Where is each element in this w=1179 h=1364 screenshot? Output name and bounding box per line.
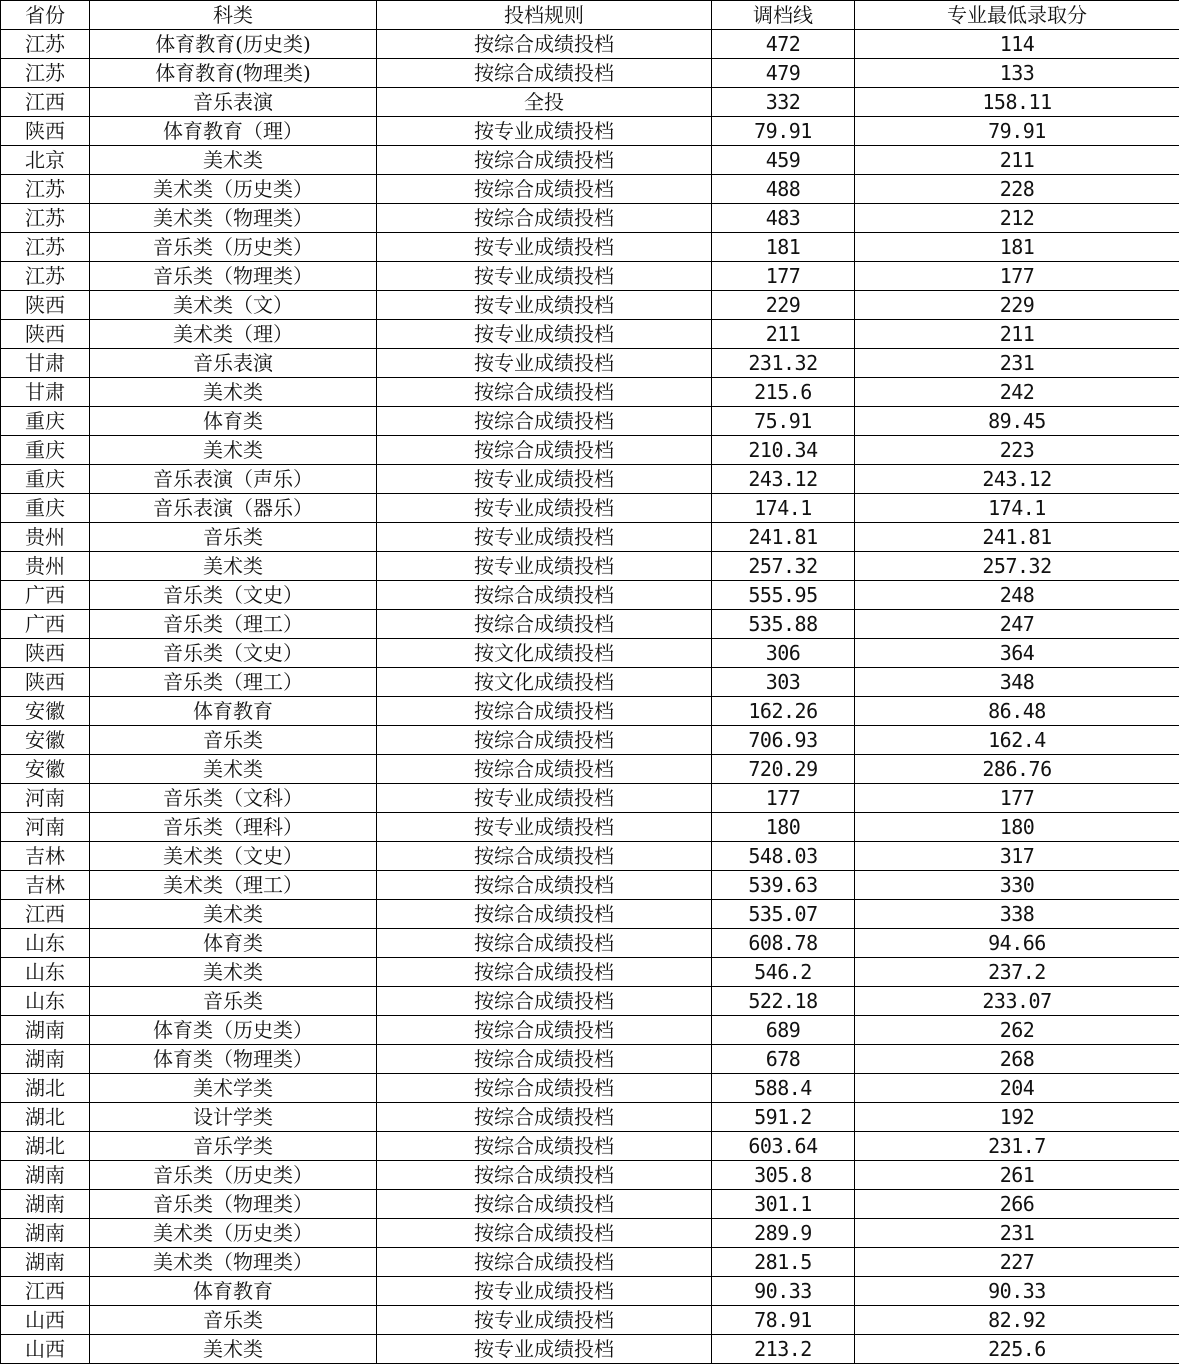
table-row xyxy=(1,900,1179,929)
cell-province: 湖南 xyxy=(1,1219,90,1248)
cell-min-score: 286.76 xyxy=(855,755,1179,784)
table-row xyxy=(1,1132,1179,1161)
cell-cutoff-line: 181 xyxy=(712,233,855,262)
header-min-score: 专业最低录取分 xyxy=(855,1,1179,30)
cell-category: 音乐类 xyxy=(90,726,377,755)
table-row xyxy=(1,1074,1179,1103)
cell-category: 美术类 xyxy=(90,378,377,407)
cell-rule: 按专业成绩投档 xyxy=(377,320,712,349)
cell-province: 湖南 xyxy=(1,1016,90,1045)
cell-province: 山西 xyxy=(1,1306,90,1335)
cell-province: 吉林 xyxy=(1,842,90,871)
cell-province: 湖北 xyxy=(1,1103,90,1132)
table-row xyxy=(1,320,1179,349)
cell-category: 音乐类（物理类） xyxy=(90,262,377,291)
cell-cutoff-line: 689 xyxy=(712,1016,855,1045)
cell-cutoff-line: 75.91 xyxy=(712,407,855,436)
cell-rule: 按专业成绩投档 xyxy=(377,523,712,552)
table-row xyxy=(1,291,1179,320)
cell-province: 湖南 xyxy=(1,1161,90,1190)
table-row xyxy=(1,407,1179,436)
cell-rule: 按专业成绩投档 xyxy=(377,1306,712,1335)
cell-rule: 按综合成绩投档 xyxy=(377,987,712,1016)
cell-category: 美术类 xyxy=(90,900,377,929)
table-row xyxy=(1,233,1179,262)
cell-cutoff-line: 548.03 xyxy=(712,842,855,871)
cell-category: 体育类 xyxy=(90,929,377,958)
cell-cutoff-line: 305.8 xyxy=(712,1161,855,1190)
cell-min-score: 90.33 xyxy=(855,1277,1179,1306)
cell-category: 音乐类 xyxy=(90,987,377,1016)
cell-province: 广西 xyxy=(1,581,90,610)
cell-cutoff-line: 257.32 xyxy=(712,552,855,581)
cell-province: 江苏 xyxy=(1,262,90,291)
cell-cutoff-line: 459 xyxy=(712,146,855,175)
table-row xyxy=(1,726,1179,755)
cell-min-score: 242 xyxy=(855,378,1179,407)
cell-cutoff-line: 213.2 xyxy=(712,1335,855,1364)
cell-min-score: 86.48 xyxy=(855,697,1179,726)
cell-cutoff-line: 332 xyxy=(712,88,855,117)
cell-province: 甘肃 xyxy=(1,378,90,407)
cell-min-score: 211 xyxy=(855,146,1179,175)
cell-cutoff-line: 243.12 xyxy=(712,465,855,494)
cell-province: 江苏 xyxy=(1,59,90,88)
cell-rule: 按专业成绩投档 xyxy=(377,813,712,842)
cell-category: 美术类（物理类） xyxy=(90,1248,377,1277)
table-row xyxy=(1,30,1179,59)
cell-province: 河南 xyxy=(1,813,90,842)
cell-category: 音乐类（文史） xyxy=(90,639,377,668)
cell-category: 音乐类（历史类） xyxy=(90,233,377,262)
table-row xyxy=(1,552,1179,581)
cell-rule: 按综合成绩投档 xyxy=(377,1045,712,1074)
table-row xyxy=(1,436,1179,465)
cell-province: 湖北 xyxy=(1,1132,90,1161)
cell-category: 美术类（文史） xyxy=(90,842,377,871)
cell-rule: 按专业成绩投档 xyxy=(377,784,712,813)
cell-cutoff-line: 303 xyxy=(712,668,855,697)
cell-cutoff-line: 79.91 xyxy=(712,117,855,146)
cell-category: 音乐表演（声乐） xyxy=(90,465,377,494)
cell-min-score: 212 xyxy=(855,204,1179,233)
cell-rule: 按综合成绩投档 xyxy=(377,1103,712,1132)
cell-min-score: 229 xyxy=(855,291,1179,320)
header-rule: 投档规则 xyxy=(377,1,712,30)
cell-province: 江西 xyxy=(1,88,90,117)
table-row xyxy=(1,1190,1179,1219)
cell-min-score: 268 xyxy=(855,1045,1179,1074)
cell-rule: 按综合成绩投档 xyxy=(377,929,712,958)
cell-min-score: 266 xyxy=(855,1190,1179,1219)
cell-province: 湖南 xyxy=(1,1045,90,1074)
cell-min-score: 248 xyxy=(855,581,1179,610)
table-row xyxy=(1,929,1179,958)
cell-min-score: 177 xyxy=(855,262,1179,291)
cell-rule: 按专业成绩投档 xyxy=(377,552,712,581)
header-row xyxy=(1,1,1179,30)
cell-rule: 按专业成绩投档 xyxy=(377,291,712,320)
table-body xyxy=(1,30,1179,1364)
cell-province: 陕西 xyxy=(1,117,90,146)
cell-category: 美术类（历史类） xyxy=(90,1219,377,1248)
cell-category: 音乐类（文科） xyxy=(90,784,377,813)
cell-cutoff-line: 522.18 xyxy=(712,987,855,1016)
cell-rule: 按专业成绩投档 xyxy=(377,117,712,146)
cell-cutoff-line: 180 xyxy=(712,813,855,842)
cell-cutoff-line: 706.93 xyxy=(712,726,855,755)
cell-category: 体育类（物理类） xyxy=(90,1045,377,1074)
cell-category: 体育类（历史类） xyxy=(90,1016,377,1045)
cell-min-score: 79.91 xyxy=(855,117,1179,146)
table-row xyxy=(1,871,1179,900)
cell-province: 重庆 xyxy=(1,407,90,436)
table-row xyxy=(1,1161,1179,1190)
cell-rule: 按综合成绩投档 xyxy=(377,1219,712,1248)
cell-cutoff-line: 215.6 xyxy=(712,378,855,407)
cell-province: 山东 xyxy=(1,958,90,987)
cell-province: 陕西 xyxy=(1,668,90,697)
cell-min-score: 317 xyxy=(855,842,1179,871)
cell-min-score: 158.11 xyxy=(855,88,1179,117)
cell-min-score: 231.7 xyxy=(855,1132,1179,1161)
cell-category: 音乐类 xyxy=(90,523,377,552)
cell-cutoff-line: 306 xyxy=(712,639,855,668)
cell-rule: 按综合成绩投档 xyxy=(377,610,712,639)
cell-rule: 按专业成绩投档 xyxy=(377,349,712,378)
table-row xyxy=(1,175,1179,204)
cell-province: 贵州 xyxy=(1,552,90,581)
cell-category: 美术学类 xyxy=(90,1074,377,1103)
cell-category: 美术类 xyxy=(90,1335,377,1364)
cell-category: 美术类 xyxy=(90,755,377,784)
table-row xyxy=(1,1103,1179,1132)
cell-province: 重庆 xyxy=(1,465,90,494)
cell-cutoff-line: 472 xyxy=(712,30,855,59)
cell-cutoff-line: 241.81 xyxy=(712,523,855,552)
cell-min-score: 211 xyxy=(855,320,1179,349)
cell-min-score: 241.81 xyxy=(855,523,1179,552)
cell-province: 重庆 xyxy=(1,436,90,465)
cell-cutoff-line: 174.1 xyxy=(712,494,855,523)
cell-province: 江西 xyxy=(1,900,90,929)
table-row xyxy=(1,639,1179,668)
cell-province: 江西 xyxy=(1,1277,90,1306)
cell-province: 山东 xyxy=(1,929,90,958)
table-row xyxy=(1,697,1179,726)
cell-cutoff-line: 281.5 xyxy=(712,1248,855,1277)
cell-province: 江苏 xyxy=(1,30,90,59)
table-row xyxy=(1,668,1179,697)
table-row xyxy=(1,581,1179,610)
cell-category: 音乐类（理工） xyxy=(90,668,377,697)
cell-province: 陕西 xyxy=(1,291,90,320)
cell-province: 陕西 xyxy=(1,320,90,349)
cell-min-score: 330 xyxy=(855,871,1179,900)
cell-min-score: 261 xyxy=(855,1161,1179,1190)
cell-cutoff-line: 539.63 xyxy=(712,871,855,900)
cell-category: 体育教育 xyxy=(90,697,377,726)
cell-cutoff-line: 301.1 xyxy=(712,1190,855,1219)
cell-cutoff-line: 483 xyxy=(712,204,855,233)
table-row xyxy=(1,755,1179,784)
cell-rule: 按专业成绩投档 xyxy=(377,1277,712,1306)
cell-min-score: 243.12 xyxy=(855,465,1179,494)
table-row xyxy=(1,958,1179,987)
cell-rule: 按综合成绩投档 xyxy=(377,958,712,987)
cell-min-score: 247 xyxy=(855,610,1179,639)
cell-cutoff-line: 177 xyxy=(712,262,855,291)
table-row xyxy=(1,88,1179,117)
cell-rule: 按综合成绩投档 xyxy=(377,900,712,929)
cell-cutoff-line: 588.4 xyxy=(712,1074,855,1103)
table-row xyxy=(1,378,1179,407)
cell-province: 甘肃 xyxy=(1,349,90,378)
table-row xyxy=(1,262,1179,291)
cell-category: 体育教育 xyxy=(90,1277,377,1306)
cell-min-score: 231 xyxy=(855,349,1179,378)
cell-category: 体育教育(物理类) xyxy=(90,59,377,88)
cell-rule: 按综合成绩投档 xyxy=(377,1248,712,1277)
cell-province: 贵州 xyxy=(1,523,90,552)
cell-province: 河南 xyxy=(1,784,90,813)
cell-rule: 按专业成绩投档 xyxy=(377,465,712,494)
cell-category: 音乐表演（器乐） xyxy=(90,494,377,523)
cell-cutoff-line: 162.26 xyxy=(712,697,855,726)
cell-province: 江苏 xyxy=(1,175,90,204)
cell-category: 音乐类（文史） xyxy=(90,581,377,610)
cell-cutoff-line: 608.78 xyxy=(712,929,855,958)
cell-rule: 按综合成绩投档 xyxy=(377,378,712,407)
cell-rule: 按专业成绩投档 xyxy=(377,1335,712,1364)
cell-cutoff-line: 678 xyxy=(712,1045,855,1074)
cell-category: 美术类（物理类） xyxy=(90,204,377,233)
cell-province: 湖南 xyxy=(1,1190,90,1219)
cell-min-score: 338 xyxy=(855,900,1179,929)
cell-min-score: 262 xyxy=(855,1016,1179,1045)
cell-rule: 按专业成绩投档 xyxy=(377,233,712,262)
cell-cutoff-line: 177 xyxy=(712,784,855,813)
cell-category: 体育教育(历史类) xyxy=(90,30,377,59)
cell-min-score: 82.92 xyxy=(855,1306,1179,1335)
cell-cutoff-line: 488 xyxy=(712,175,855,204)
cell-cutoff-line: 231.32 xyxy=(712,349,855,378)
cell-category: 音乐类（理工） xyxy=(90,610,377,639)
cell-province: 安徽 xyxy=(1,755,90,784)
cell-province: 江苏 xyxy=(1,233,90,262)
cell-category: 美术类（文） xyxy=(90,291,377,320)
cell-min-score: 133 xyxy=(855,59,1179,88)
cell-min-score: 233.07 xyxy=(855,987,1179,1016)
cell-rule: 按综合成绩投档 xyxy=(377,1132,712,1161)
cell-province: 山西 xyxy=(1,1335,90,1364)
cell-cutoff-line: 90.33 xyxy=(712,1277,855,1306)
cell-min-score: 223 xyxy=(855,436,1179,465)
table-row xyxy=(1,117,1179,146)
cell-cutoff-line: 546.2 xyxy=(712,958,855,987)
table-row xyxy=(1,987,1179,1016)
cell-category: 美术类（历史类） xyxy=(90,175,377,204)
cell-min-score: 228 xyxy=(855,175,1179,204)
cell-rule: 按综合成绩投档 xyxy=(377,871,712,900)
table-row xyxy=(1,610,1179,639)
table-row xyxy=(1,523,1179,552)
cell-category: 体育类 xyxy=(90,407,377,436)
table-row xyxy=(1,813,1179,842)
cell-province: 江苏 xyxy=(1,204,90,233)
cell-min-score: 114 xyxy=(855,30,1179,59)
table-row xyxy=(1,1277,1179,1306)
cell-min-score: 237.2 xyxy=(855,958,1179,987)
cell-rule: 按文化成绩投档 xyxy=(377,668,712,697)
table-row xyxy=(1,1045,1179,1074)
cell-rule: 按综合成绩投档 xyxy=(377,146,712,175)
cell-province: 北京 xyxy=(1,146,90,175)
cell-rule: 按综合成绩投档 xyxy=(377,59,712,88)
cell-rule: 按综合成绩投档 xyxy=(377,1161,712,1190)
table-row xyxy=(1,349,1179,378)
cell-rule: 按综合成绩投档 xyxy=(377,1016,712,1045)
cell-min-score: 227 xyxy=(855,1248,1179,1277)
cell-cutoff-line: 535.07 xyxy=(712,900,855,929)
cell-min-score: 181 xyxy=(855,233,1179,262)
cell-rule: 按综合成绩投档 xyxy=(377,581,712,610)
cell-rule: 按综合成绩投档 xyxy=(377,842,712,871)
cell-category: 美术类 xyxy=(90,552,377,581)
cell-cutoff-line: 555.95 xyxy=(712,581,855,610)
cell-category: 音乐类（物理类） xyxy=(90,1190,377,1219)
table-row xyxy=(1,1219,1179,1248)
cell-min-score: 225.6 xyxy=(855,1335,1179,1364)
cell-province: 湖北 xyxy=(1,1074,90,1103)
cell-min-score: 162.4 xyxy=(855,726,1179,755)
cell-province: 陕西 xyxy=(1,639,90,668)
cell-category: 美术类（理） xyxy=(90,320,377,349)
cell-category: 音乐类（历史类） xyxy=(90,1161,377,1190)
header-province: 省份 xyxy=(1,1,90,30)
table-row xyxy=(1,842,1179,871)
cell-category: 音乐学类 xyxy=(90,1132,377,1161)
cell-min-score: 177 xyxy=(855,784,1179,813)
cell-min-score: 89.45 xyxy=(855,407,1179,436)
cell-cutoff-line: 535.88 xyxy=(712,610,855,639)
cell-rule: 按综合成绩投档 xyxy=(377,175,712,204)
cell-rule: 按综合成绩投档 xyxy=(377,407,712,436)
cell-min-score: 94.66 xyxy=(855,929,1179,958)
cell-cutoff-line: 229 xyxy=(712,291,855,320)
cell-cutoff-line: 78.91 xyxy=(712,1306,855,1335)
cell-rule: 按综合成绩投档 xyxy=(377,755,712,784)
cell-rule: 按综合成绩投档 xyxy=(377,30,712,59)
cell-rule: 按综合成绩投档 xyxy=(377,726,712,755)
cell-cutoff-line: 720.29 xyxy=(712,755,855,784)
cell-min-score: 192 xyxy=(855,1103,1179,1132)
table-row xyxy=(1,204,1179,233)
cell-rule: 按综合成绩投档 xyxy=(377,436,712,465)
cell-rule: 按综合成绩投档 xyxy=(377,204,712,233)
cell-category: 体育教育（理） xyxy=(90,117,377,146)
table-row xyxy=(1,1306,1179,1335)
cell-category: 音乐表演 xyxy=(90,88,377,117)
cell-category: 美术类 xyxy=(90,958,377,987)
cell-category: 设计学类 xyxy=(90,1103,377,1132)
cell-province: 吉林 xyxy=(1,871,90,900)
cell-min-score: 348 xyxy=(855,668,1179,697)
cell-category: 音乐表演 xyxy=(90,349,377,378)
cell-cutoff-line: 211 xyxy=(712,320,855,349)
cell-rule: 按综合成绩投档 xyxy=(377,697,712,726)
header-cutoff-line: 调档线 xyxy=(712,1,855,30)
table-row xyxy=(1,1016,1179,1045)
table-row xyxy=(1,146,1179,175)
cell-cutoff-line: 210.34 xyxy=(712,436,855,465)
cell-category: 音乐类（理科） xyxy=(90,813,377,842)
cell-min-score: 231 xyxy=(855,1219,1179,1248)
cell-cutoff-line: 591.2 xyxy=(712,1103,855,1132)
table-row xyxy=(1,1248,1179,1277)
table-row xyxy=(1,784,1179,813)
cell-category: 美术类 xyxy=(90,146,377,175)
cell-rule: 按专业成绩投档 xyxy=(377,262,712,291)
cell-province: 重庆 xyxy=(1,494,90,523)
table-row xyxy=(1,59,1179,88)
cell-cutoff-line: 603.64 xyxy=(712,1132,855,1161)
cell-cutoff-line: 479 xyxy=(712,59,855,88)
cell-min-score: 364 xyxy=(855,639,1179,668)
cell-rule: 全投 xyxy=(377,88,712,117)
cell-province: 安徽 xyxy=(1,697,90,726)
table-row xyxy=(1,1335,1179,1364)
cell-cutoff-line: 289.9 xyxy=(712,1219,855,1248)
cell-min-score: 257.32 xyxy=(855,552,1179,581)
cell-province: 山东 xyxy=(1,987,90,1016)
header-category: 科类 xyxy=(90,1,377,30)
cell-rule: 按综合成绩投档 xyxy=(377,1074,712,1103)
cell-rule: 按文化成绩投档 xyxy=(377,639,712,668)
cell-rule: 按专业成绩投档 xyxy=(377,494,712,523)
table-row xyxy=(1,494,1179,523)
cell-category: 美术类 xyxy=(90,436,377,465)
cell-category: 美术类（理工） xyxy=(90,871,377,900)
cell-min-score: 174.1 xyxy=(855,494,1179,523)
cell-province: 广西 xyxy=(1,610,90,639)
cell-min-score: 180 xyxy=(855,813,1179,842)
cell-rule: 按综合成绩投档 xyxy=(377,1190,712,1219)
cell-min-score: 204 xyxy=(855,1074,1179,1103)
cell-province: 安徽 xyxy=(1,726,90,755)
cell-category: 音乐类 xyxy=(90,1306,377,1335)
table-row xyxy=(1,465,1179,494)
cell-province: 湖南 xyxy=(1,1248,90,1277)
